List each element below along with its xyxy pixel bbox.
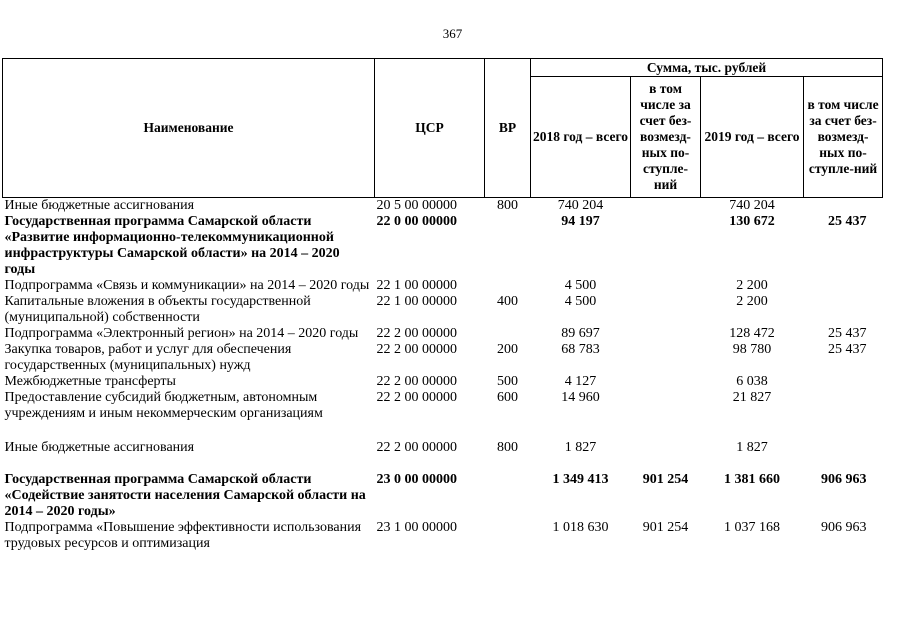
- row-csr: 22 0 00 00000: [376, 214, 457, 229]
- row-name: Иные бюджетные ассигнования: [4, 198, 195, 213]
- row-2019: 128 472: [729, 326, 775, 341]
- row-2018: 1 827: [564, 440, 597, 455]
- row-2018-free: [631, 326, 701, 342]
- row-2019: 1 037 168: [724, 520, 780, 535]
- row-2019-free: 906 963: [821, 520, 867, 535]
- row-name: Подпрограмма «Повышение эффективности использования трудовых ресурсов и оптимизация: [4, 520, 362, 551]
- row-2018: 14 960: [561, 390, 600, 405]
- row-2019-free: [804, 198, 883, 215]
- row-csr: 22 2 00 00000: [376, 440, 457, 455]
- row-name: Предоставление субсидий бюджетным, автономным учреждениям и иным некоммерческим организациям: [4, 390, 323, 421]
- row-2019: 2 200: [736, 294, 768, 309]
- row-2018-free: [631, 294, 701, 326]
- header-name: Наименование: [3, 59, 375, 198]
- table-row: [3, 342, 883, 374]
- row-2018-free: [631, 198, 701, 215]
- row-2018-free: [631, 422, 701, 456]
- row-name: Закупка товаров, работ и услуг для обеспечения государственных (муниципальных) нужд: [4, 342, 292, 373]
- table-row: [3, 278, 883, 294]
- row-2018: 1 018 630: [552, 520, 609, 535]
- row-2018: 89 697: [561, 326, 600, 341]
- header-2018-total: 2018 год – всего: [531, 77, 631, 198]
- table-row: [3, 198, 883, 215]
- row-name: Государственная программа Самарской области «Развитие информационно-телекоммуникационной инфраструктуры Самарской области» на 2014 – 2020 годы: [4, 214, 340, 277]
- row-csr: 23 1 00 00000: [376, 520, 457, 535]
- row-2019-free: 906 963: [821, 472, 867, 487]
- row-2019-free: 25 437: [828, 342, 867, 357]
- row-vr: [485, 278, 531, 294]
- table-row: [3, 294, 883, 326]
- row-2018-free: [631, 278, 701, 294]
- row-vr: [485, 520, 531, 552]
- row-vr: 400: [497, 294, 518, 309]
- row-2018-free: [631, 214, 701, 278]
- header-2019-free: в том числе за счет без-возмезд-ных по-ступле-ний: [804, 77, 883, 198]
- row-2019: 2 200: [736, 278, 768, 293]
- page-number: 367: [442, 26, 463, 41]
- header-2019-total: 2019 год – всего: [701, 77, 804, 198]
- row-vr: [485, 214, 531, 278]
- row-2019-free: [804, 422, 883, 456]
- row-csr: 22 2 00 00000: [376, 390, 457, 405]
- header-2018-free: в том числе за счет без-возмезд-ных по-ступле-ний: [631, 77, 701, 198]
- header-csr: ЦСР: [375, 59, 485, 198]
- row-2019: 740 204: [729, 198, 775, 213]
- row-2019-free: 25 437: [828, 214, 867, 229]
- row-csr: 22 2 00 00000: [376, 374, 457, 389]
- header-vr: ВР: [485, 59, 531, 198]
- row-vr: 800: [497, 198, 518, 213]
- row-2018: 94 197: [561, 214, 600, 229]
- budget-table: [2, 58, 883, 552]
- header-sum-group: Сумма, тыс. рублей: [531, 59, 883, 77]
- row-name: Подпрограмма «Электронный регион» на 2014 – 2020 годы: [4, 326, 359, 341]
- row-2019-free: [804, 294, 883, 326]
- table-row: [3, 374, 883, 390]
- row-2018-free: [631, 390, 701, 422]
- row-2018-free: 901 254: [642, 520, 689, 535]
- row-2019: 1 827: [736, 440, 768, 455]
- row-csr: 22 1 00 00000: [376, 294, 457, 309]
- row-2019: 98 780: [732, 342, 772, 357]
- row-2018: 4 500: [564, 278, 597, 293]
- row-name: Иные бюджетные ассигнования: [4, 440, 195, 455]
- table-row: [3, 326, 883, 342]
- row-vr: 600: [497, 390, 518, 405]
- row-name: Межбюджетные трансферты: [4, 374, 176, 389]
- row-2019-free: [804, 374, 883, 390]
- row-csr: 22 1 00 00000: [376, 278, 457, 293]
- row-2019: 6 038: [736, 374, 768, 389]
- row-2019-free: [804, 278, 883, 294]
- table-row: [3, 456, 883, 520]
- row-csr: 20 5 00 00000: [376, 198, 457, 213]
- row-name: Государственная программа Самарской области «Содействие занятости населения Самарской области на 2014 – 2020 годы»: [4, 472, 366, 519]
- row-2018: 68 783: [561, 342, 600, 357]
- table-row: [3, 520, 883, 552]
- row-vr: [485, 456, 531, 520]
- row-2018: 1 349 413: [552, 472, 609, 487]
- row-vr: 500: [497, 374, 518, 389]
- row-vr: 200: [497, 342, 518, 357]
- row-2019: 130 672: [729, 214, 775, 229]
- row-2018-free: [631, 342, 701, 374]
- row-name: Подпрограмма «Связь и коммуникации» на 2014 – 2020 годы: [4, 278, 370, 293]
- row-2018-free: 901 254: [642, 472, 689, 487]
- row-2018: 4 500: [564, 294, 597, 309]
- row-csr: 22 2 00 00000: [376, 326, 457, 341]
- row-2019: 21 827: [732, 390, 772, 405]
- row-csr: 22 2 00 00000: [376, 342, 457, 357]
- row-2019-free: [804, 390, 883, 422]
- row-vr: [485, 326, 531, 342]
- row-2018-free: [631, 374, 701, 390]
- row-2019: 1 381 660: [724, 472, 780, 487]
- table-row: [3, 214, 883, 278]
- row-2018: 740 204: [557, 198, 604, 213]
- table-row: [3, 422, 883, 456]
- row-2019-free: 25 437: [828, 326, 867, 341]
- row-2018: 4 127: [564, 374, 597, 389]
- row-name: Капитальные вложения в объекты государственной (муниципальной) собственности: [4, 294, 311, 325]
- row-csr: 23 0 00 00000: [376, 472, 457, 487]
- row-vr: 800: [497, 440, 518, 455]
- table-row: [3, 390, 883, 422]
